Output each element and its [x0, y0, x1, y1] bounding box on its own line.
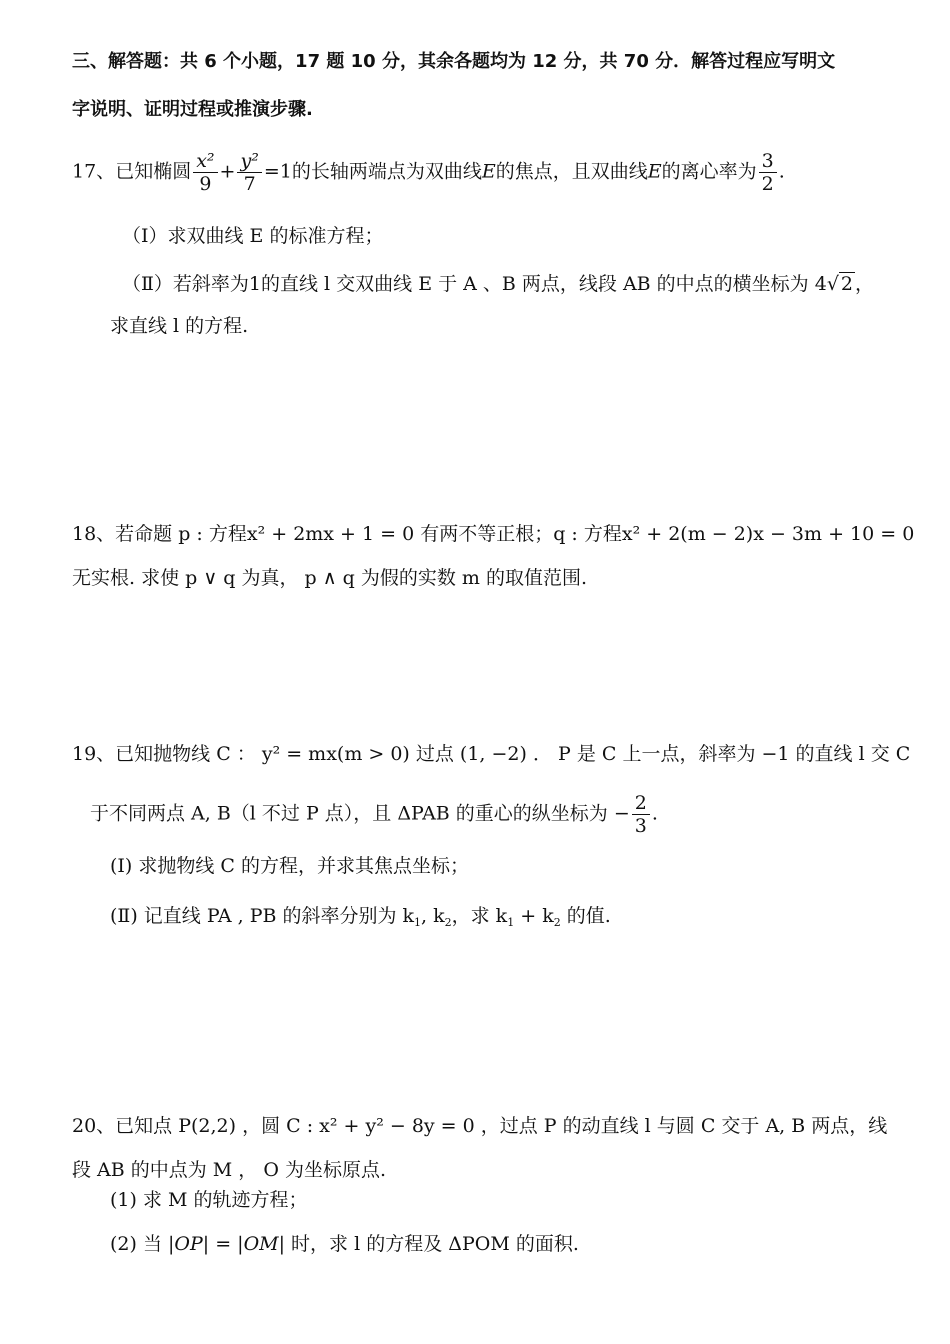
q17-frac1-den: 9	[199, 173, 212, 195]
q17-e-num: 3	[759, 150, 777, 173]
q19-line2-a: 于不同两点 A, B（l 不过 P 点），且 ΔPAB 的重心的纵坐标为 −	[90, 802, 630, 825]
q17-part2-cont: 求直线 l 的方程.	[110, 315, 249, 337]
q20-part2	[110, 1230, 579, 1258]
q20-part2-b: 时，求 l 的方程及 ΔPOM 的面积.	[285, 1233, 579, 1255]
q17-end: .	[778, 160, 785, 183]
q19-part2-d: + k	[514, 905, 554, 927]
q18-line2: 无实根. 求使 p ∨ q 为真， p ∧ q 为假的实数 m 的取值范围.	[72, 567, 587, 589]
q17-eq1: =1	[263, 160, 292, 183]
q19-line2	[90, 792, 658, 837]
section-heading-line2: 字说明、证明过程或推演步骤.	[72, 99, 313, 120]
q19-part2	[110, 902, 611, 937]
q19-sub-2b: 2	[553, 916, 561, 929]
q17-frac2-num: y²	[237, 150, 261, 173]
q19-sub-1b: 1	[507, 916, 515, 929]
q20-eq: =	[209, 1233, 238, 1255]
q20-line2: 段 AB 的中点为 M ， O 为坐标原点.	[72, 1159, 386, 1181]
q19-part2-e: 的值.	[560, 905, 611, 927]
q17-fraction-x	[193, 150, 217, 195]
q19-part2-a: (Ⅱ) 记直线 PA , PB 的斜率分别为 k	[110, 905, 415, 927]
q17-stem-a: 已知椭圆	[115, 160, 192, 183]
q17-plus: +	[219, 160, 236, 183]
q17-number: 17、	[72, 160, 116, 183]
q17-fraction-y	[237, 150, 261, 195]
q20-part2-a: (2) 当	[110, 1233, 168, 1255]
q20-line1: 20、已知点 P(2,2) ，圆 C : x² + y² − 8y = 0 ，过点 P 的动直线 l 与圆 C 交于 A, B 两点，线	[72, 1115, 888, 1137]
q19-sub-2a: 2	[444, 916, 452, 929]
q17-E-2: E	[647, 160, 662, 183]
q19-g-num: 2	[632, 792, 650, 815]
q19-centroid-fraction	[632, 792, 650, 837]
q17-part2-a: （Ⅱ）若斜率为1的直线 l 交双曲线 E 于 A 、B 两点，线段 AB 的中点的横坐标为 4	[122, 273, 827, 295]
q20-part1: (1) 求 M 的轨迹方程；	[110, 1189, 308, 1211]
q17-stem-c: 的焦点，且双曲线	[495, 160, 648, 183]
q18-line1: 18、若命题 p : 方程x² + 2mx + 1 = 0 有两不等正根；q : 方程x² + 2(m − 2)x − 3m + 10 = 0	[72, 523, 915, 545]
q19-sub-1a: 1	[414, 916, 422, 929]
section-heading-line1: 三、解答题：共 6 个小题，17 题 10 分，其余各题均为 12 分，共 70 分．解答过程应写明文	[72, 51, 836, 72]
sqrt-icon: √	[826, 273, 839, 295]
q17-part2	[122, 270, 874, 298]
q17-E-1: E	[481, 160, 496, 183]
q17-frac1-num: x²	[193, 150, 217, 173]
q19-part2-c: ，求 k	[451, 905, 508, 927]
q17-frac2-den: 7	[243, 173, 256, 195]
q19-line2-b: .	[651, 802, 658, 825]
q17-part2-sqrt: 2	[840, 273, 854, 295]
q20-op: |OP|	[168, 1233, 210, 1255]
q17-eccentricity	[759, 150, 777, 195]
q17-stem-d: 的离心率为	[661, 160, 757, 183]
q17-e-den: 2	[761, 173, 774, 195]
q19-line1: 19、已知抛物线 C ： y² = mx(m > 0) 过点 (1, −2) ． P 是 C 上一点，斜率为 −1 的直线 l 交 C	[72, 743, 911, 765]
q17-part2-b: ，	[855, 273, 875, 295]
q17-stem	[72, 150, 785, 195]
q19-part2-b: , k	[421, 905, 445, 927]
q17-stem-b: 的长轴两端点为双曲线	[291, 160, 482, 183]
q17-part1: （Ⅰ）求双曲线 E 的标准方程；	[122, 225, 384, 247]
q19-g-den: 3	[634, 815, 647, 837]
q19-part1: (Ⅰ) 求抛物线 C 的方程，并求其焦点坐标；	[110, 855, 469, 877]
q20-om: |OM|	[237, 1233, 286, 1255]
